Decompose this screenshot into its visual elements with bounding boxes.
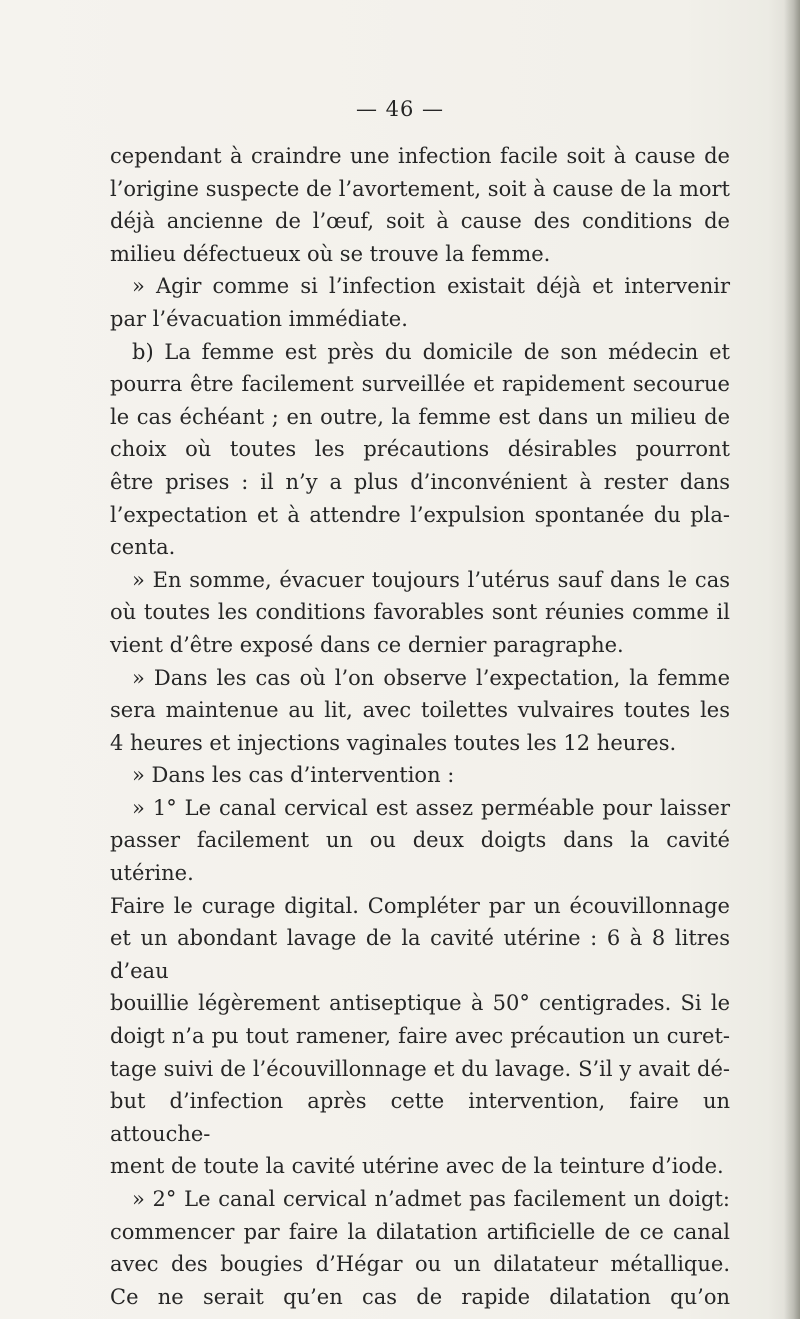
- text-line: 4 heures et injections vaginales toutes les 12 heures.: [110, 730, 677, 755]
- text-line: passer facilement un ou deux doigts dans la cavité utérine.: [110, 828, 730, 886]
- text-line: sera maintenue au lit, avec toilettes vulvaires toutes les: [110, 698, 730, 723]
- text-line: le cas échéant ; en outre, la femme est dans un milieu de: [110, 404, 730, 429]
- text-line: bouillie légèrement antiseptique à 50° centigrades. Si le: [110, 991, 730, 1016]
- body-text: [110, 140, 730, 1313]
- text-line: choix où toutes les précautions désirables pourront: [110, 437, 730, 462]
- text-line: où toutes les conditions favorables sont réunies comme il: [110, 600, 730, 625]
- page-edge-shadow: [784, 0, 800, 1319]
- text-line: l’expectation et à attendre l’expulsion spontanée du pla-: [110, 502, 730, 527]
- text-line: et un abondant lavage de la cavité utérine : 6 à 8 litres d’eau: [110, 926, 730, 983]
- text-line: but d’infection après cette intervention, faire un attouche-: [110, 1089, 730, 1146]
- text-line: » Agir comme si l’infection existait déjà et intervenir: [132, 274, 730, 299]
- text-line: » Dans les cas d’intervention :: [132, 763, 455, 788]
- text-line: ment de toute la cavité utérine avec de la teinture d’iode.: [110, 1154, 724, 1179]
- text-line: » 1° Le canal cervical est assez perméable pour laisser: [132, 795, 730, 820]
- text-line: cependant à craindre une infection facile soit à cause de: [110, 144, 730, 168]
- text-line: Ce ne serait qu’en cas de rapide dilatation qu’on: [110, 1284, 730, 1309]
- text-line: » Dans les cas où l’on observe l’expectation, la femme: [132, 665, 730, 690]
- page-number: — 46 —: [355, 97, 445, 121]
- text-line: milieu défectueux où se trouve la femme.: [110, 241, 551, 266]
- text-line: avec des bougies d’Hégar ou un dilatateur métallique.: [110, 1252, 730, 1277]
- text-line: commencer par faire la dilatation artificielle de ce canal: [110, 1219, 730, 1244]
- text-line: Faire le curage digital. Compléter par un écouvillonnage: [110, 893, 730, 918]
- text-line: pourra être facilement surveillée et rapidement secourue: [110, 372, 730, 397]
- text-line: » 2° Le canal cervical n’admet pas facilement un doigt:: [132, 1187, 730, 1211]
- text-line: b) La femme est près du domicile de son médecin et: [132, 339, 730, 364]
- text-line: centa.: [110, 535, 176, 560]
- text-line: » En somme, évacuer toujours l’utérus sauf dans le cas: [132, 567, 730, 592]
- text-line: déjà ancienne de l’œuf, soit à cause des conditions de: [110, 209, 730, 234]
- text-line: doigt n’a pu tout ramener, faire avec précaution un curet-: [110, 1024, 730, 1049]
- text-line: vient d’être exposé dans ce dernier paragraphe.: [110, 632, 624, 657]
- text-line: être prises : il n’y a plus d’inconvénient à rester dans: [110, 469, 730, 494]
- text-line: par l’évacuation immédiate.: [110, 306, 408, 331]
- text-line: l’origine suspecte de l’avortement, soit à cause de la mort: [110, 176, 730, 201]
- text-line: tage suivi de l’écouvillonnage et du lavage. S’il y avait dé-: [110, 1056, 730, 1081]
